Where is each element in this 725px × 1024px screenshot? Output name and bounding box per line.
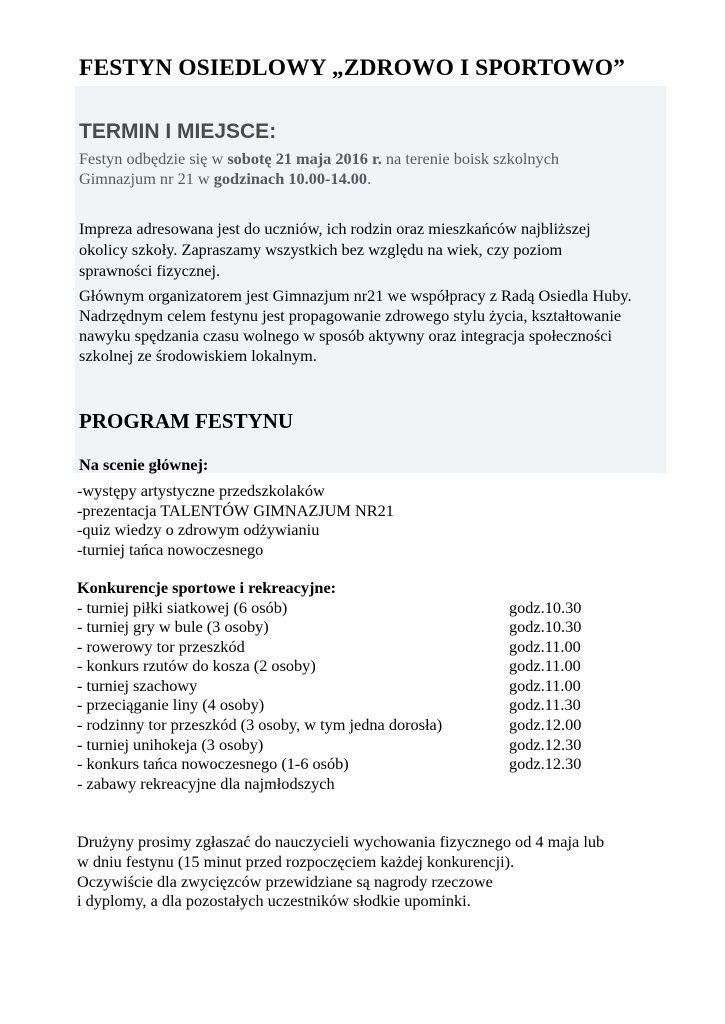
sports-item: - turniej unihokeja (3 osoby) — [77, 735, 264, 754]
termin-line-1: Festyn odbędzie się w sobotę 21 maja 2016 r. na terenie boisk szkolnych — [79, 149, 560, 168]
sports-heading: Konkurencje sportowe i rekreacyjne: — [77, 578, 337, 597]
termin-line-2: Gimnazjum nr 21 w godzinach 10.00-14.00. — [79, 169, 372, 188]
sports-item: - przeciąganie liny (4 osoby) — [77, 695, 265, 714]
footer-line: Drużyny prosimy zgłaszać do nauczycieli wychowania fizycznego od 4 maja lub — [77, 832, 605, 851]
sports-item: - rodzinny tor przeszkód (3 osoby, w tym jedna dorosła) — [77, 715, 443, 734]
sports-item-time: godz.10.30 — [509, 617, 582, 636]
sports-item-time: godz.11.00 — [509, 676, 581, 695]
sports-item: - zabawy rekreacyjne dla najmłodszych — [77, 774, 335, 793]
sports-item-time: godz.12.30 — [509, 735, 582, 754]
sports-item: - turniej szachowy — [77, 676, 198, 695]
intro-p2-line: nawyku spędzania czasu wolnego w sposób aktywny oraz integracja społeczności — [79, 326, 613, 345]
sports-item-time: godz.11.30 — [509, 695, 581, 714]
sports-item-time: godz.12.30 — [509, 754, 582, 773]
stage-heading: Na scenie głównej: — [79, 455, 209, 474]
stage-item: -turniej tańca nowoczesnego — [77, 540, 264, 559]
sports-item: - konkurs rzutów do kosza (2 osoby) — [77, 656, 316, 675]
sports-item: - turniej piłki siatkowej (6 osób) — [77, 598, 288, 617]
stage-item: -prezentacja TALENTÓW GIMNAZJUM NR21 — [77, 501, 394, 520]
sports-item: - turniej gry w bule (3 osoby) — [77, 617, 269, 636]
intro-p2-line: szkolnej ze środowiskiem lokalnym. — [79, 346, 317, 365]
footer-line: Oczywiście dla zwycięzców przewidziane są nagrody rzeczowe — [77, 872, 493, 891]
intro-p2-line: Nadrzędnym celem festynu jest propagowanie zdrowego stylu życia, kształtowanie — [79, 306, 622, 325]
sports-item: - rowerowy tor przeszkód — [77, 637, 245, 656]
sports-item-time: godz.11.00 — [509, 656, 581, 675]
intro-p1-line: okolicy szkoły. Zapraszamy wszystkich bez względu na wiek, czy poziom — [79, 240, 563, 259]
sports-item-time: godz.11.00 — [509, 637, 581, 656]
intro-p2-line: Głównym organizatorem jest Gimnazjum nr21 we współpracy z Radą Osiedla Huby. — [79, 286, 632, 305]
termin-heading: TERMIN I MIEJSCE: — [79, 120, 277, 143]
footer-line: w dniu festynu (15 minut przed rozpoczęciem każdej konkurencji). — [77, 852, 515, 871]
sports-item: - konkurs tańca nowoczesnego (1-6 osób) — [77, 754, 349, 773]
document-title: FESTYN OSIEDLOWY „ZDROWO I SPORTOWO” — [79, 55, 625, 81]
intro-p1-line: sprawności fizycznej. — [79, 261, 221, 280]
stage-item: -występy artystyczne przedszkolaków — [77, 481, 325, 500]
program-heading: PROGRAM FESTYNU — [79, 409, 294, 433]
sports-item-time: godz.12.00 — [509, 715, 582, 734]
footer-line: i dyplomy, a dla pozostałych uczestników słodkie upominki. — [77, 891, 471, 910]
stage-item: -quiz wiedzy o zdrowym odżywianiu — [77, 520, 320, 539]
sports-item-time: godz.10.30 — [509, 598, 582, 617]
intro-p1-line: Impreza adresowana jest do uczniów, ich rodzin oraz mieszkańców najbliższej — [79, 219, 591, 238]
